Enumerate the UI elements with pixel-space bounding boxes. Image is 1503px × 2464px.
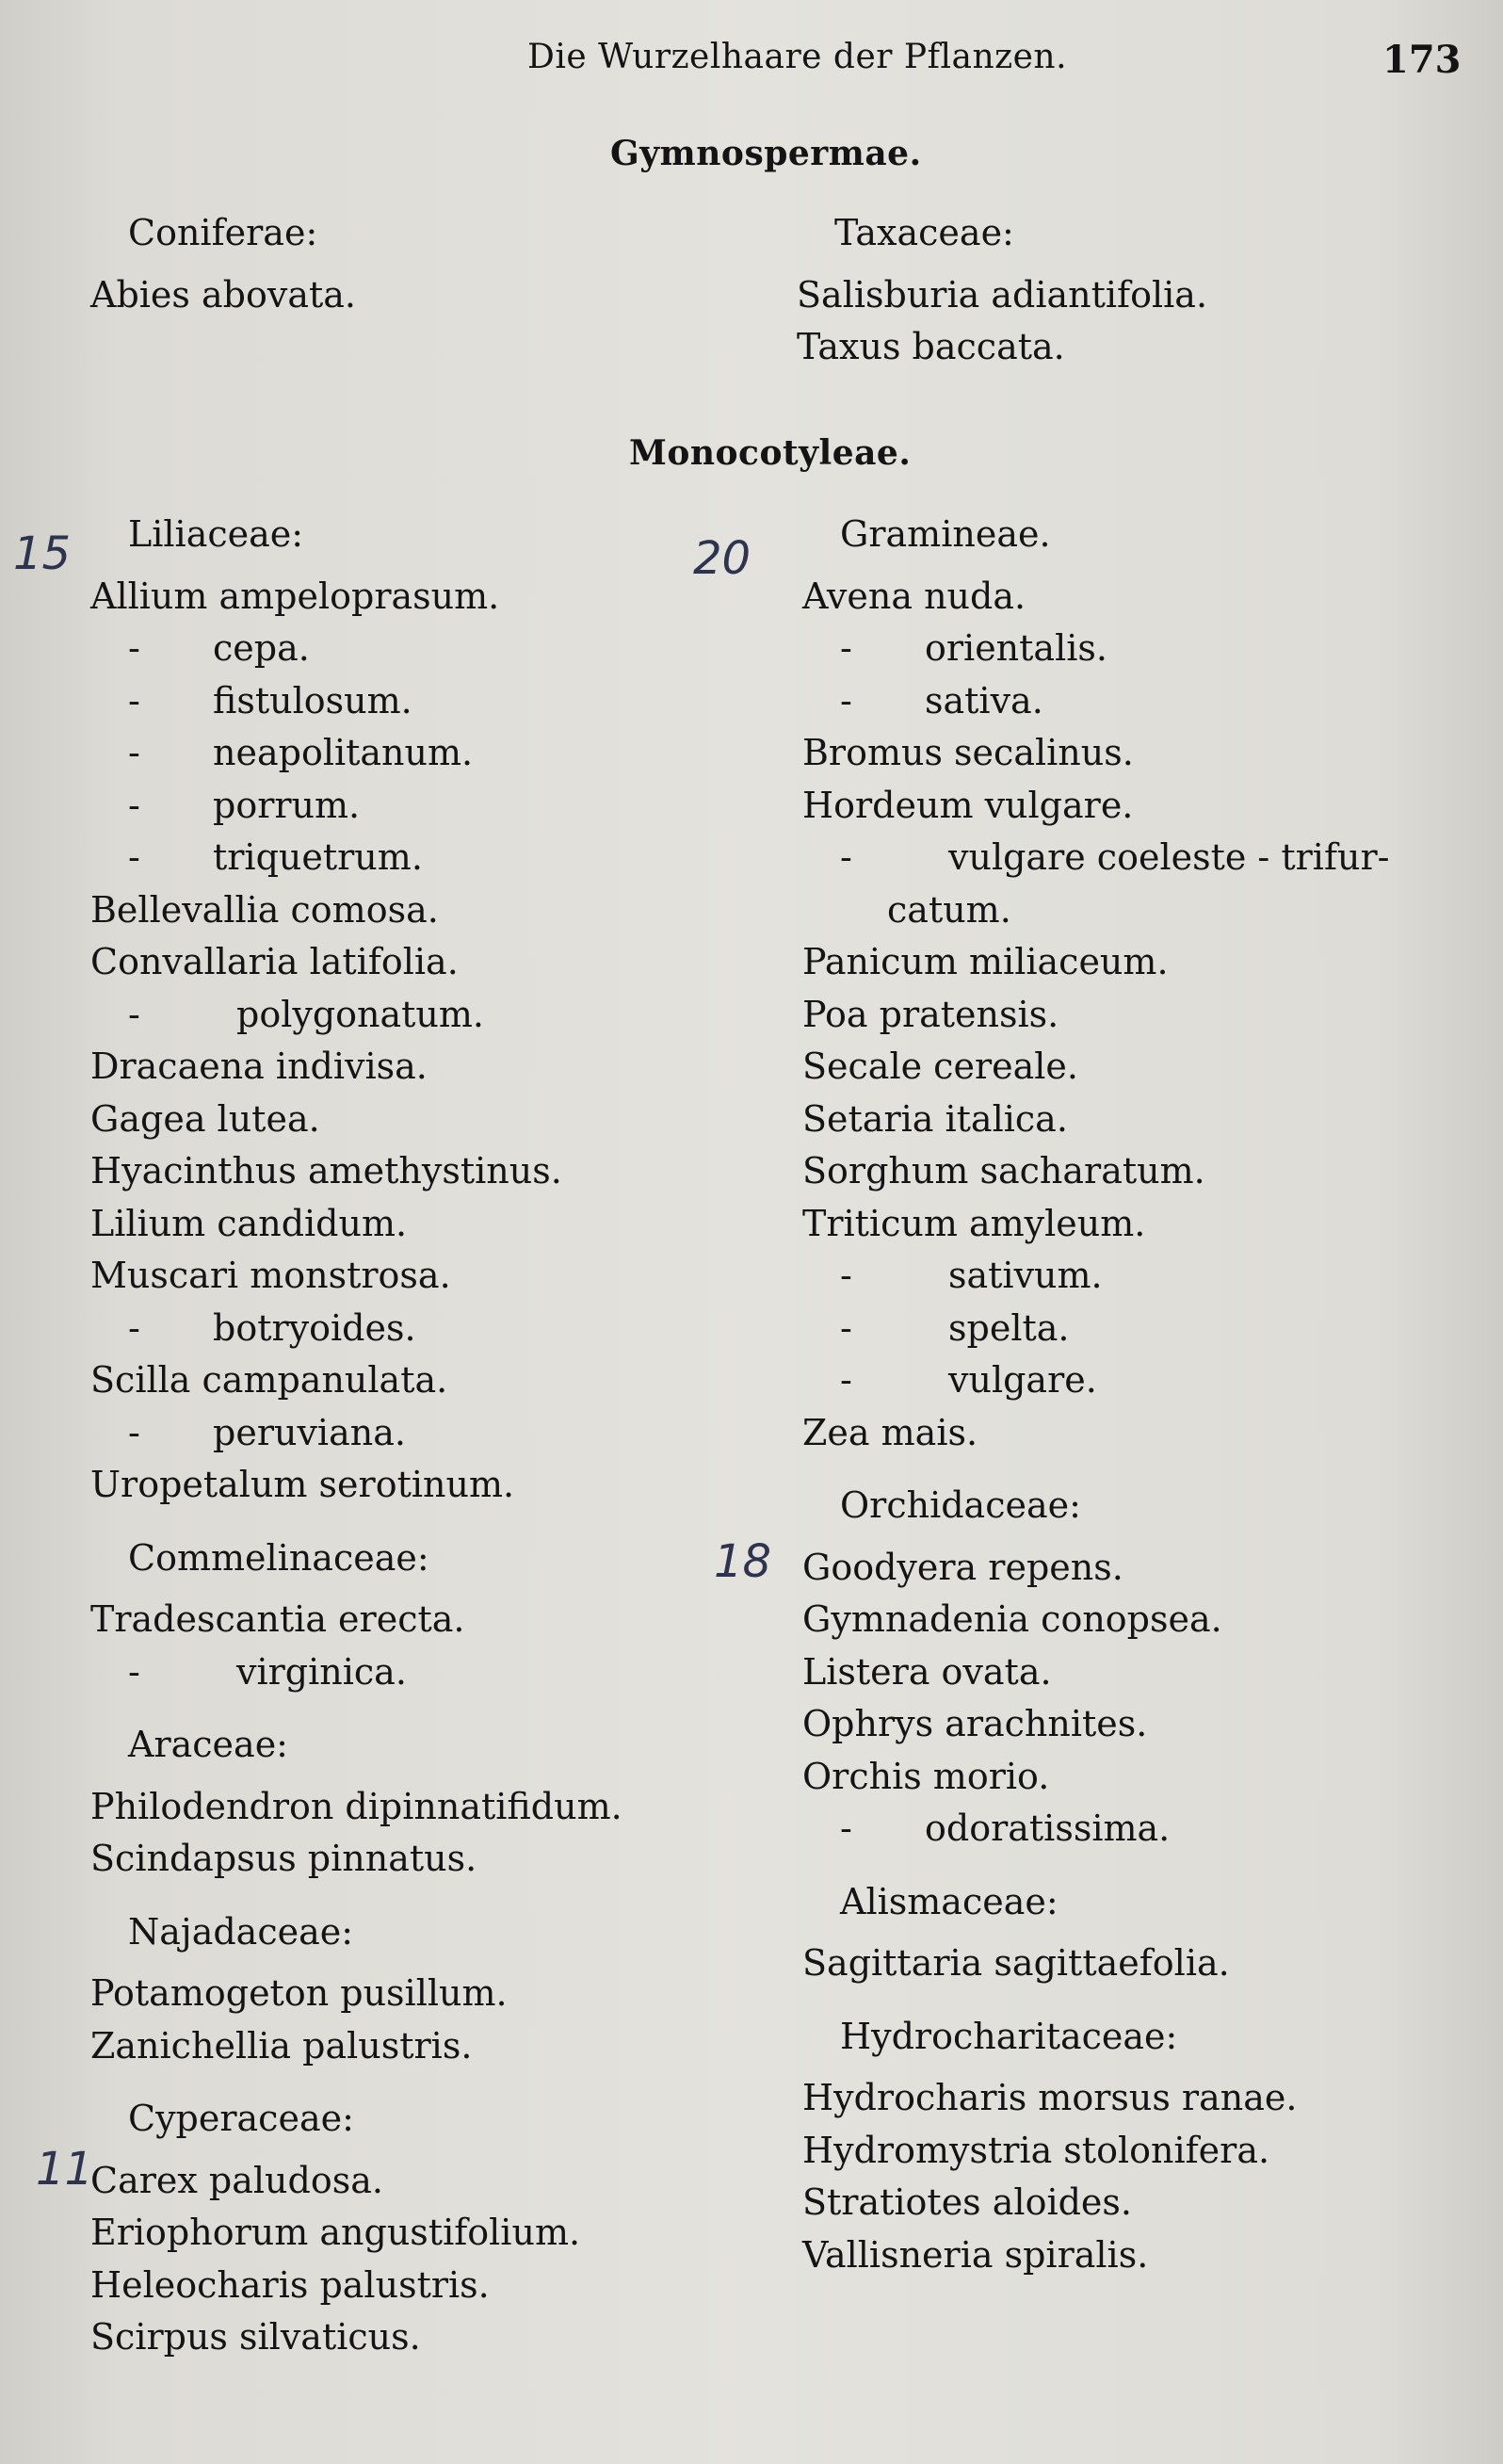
family-heading — [90, 1532, 622, 1585]
subspecies-entry — [90, 780, 622, 833]
heading-spacer — [802, 1532, 1390, 1542]
family-heading — [802, 509, 1390, 561]
species-entry — [90, 1459, 622, 1512]
family-heading — [90, 509, 622, 561]
species-entry — [90, 269, 356, 322]
entry-text: Taxaceae: — [834, 212, 1014, 253]
species-entry — [90, 884, 622, 937]
entry-text: Hydrocharis morsus ranae. — [802, 2077, 1298, 2118]
family-heading — [90, 1719, 622, 1772]
entry-text: Bellevallia comosa. — [90, 888, 439, 931]
ditto-dash: - — [840, 1306, 852, 1349]
entry-text: Dracaena indivisa. — [90, 1046, 428, 1087]
subspecies-entry — [802, 832, 1390, 884]
entry-text: Panicum miliaceum. — [802, 941, 1169, 982]
subspecies-entry — [802, 675, 1390, 728]
species-entry — [802, 1751, 1390, 1804]
margin-note: 11 — [36, 2143, 94, 2196]
species-entry — [90, 1833, 622, 1886]
entry-text: Potamogeton pusillum. — [90, 1972, 508, 2014]
group-spacer — [802, 1990, 1390, 2011]
entry-text: Philodendron dipinnatifidum. — [90, 1785, 622, 1827]
entry-text: Zanichellia palustris. — [90, 2024, 473, 2067]
subspecies-entry — [90, 832, 622, 884]
gymnospermae-right-column — [797, 207, 1207, 374]
entry-text: Goodyera repens. — [802, 1546, 1123, 1588]
entry-text: polygonatum. — [236, 993, 485, 1035]
species-entry — [802, 571, 1390, 624]
page-number: 173 — [1382, 38, 1462, 82]
margin-note: 15 — [13, 527, 72, 580]
entry-text: Scindapsus pinnatus. — [90, 1838, 477, 1879]
section-title-gymnospermae: Gymnospermae. — [610, 134, 922, 173]
ditto-dash: - — [840, 679, 852, 721]
entry-text: Carex paludosa. — [90, 2159, 383, 2201]
entry-text: Salisburia adiantifolia. — [797, 273, 1208, 316]
species-entry — [802, 727, 1390, 780]
ditto-dash: - — [128, 993, 140, 1035]
heading-spacer — [802, 561, 1390, 571]
ditto-dash: - — [128, 627, 140, 669]
family-heading — [797, 207, 1207, 260]
entry-text: Heleocharis palustris. — [90, 2263, 490, 2306]
species-entry — [90, 1354, 622, 1407]
subspecies-entry — [90, 1303, 622, 1355]
heading-spacer — [802, 1928, 1390, 1937]
entry-text: Triticum amyleum. — [802, 1202, 1146, 1244]
entry-text: Ophrys arachnites. — [802, 1703, 1148, 1744]
species-entry — [90, 2260, 622, 2312]
species-entry — [90, 1250, 622, 1303]
species-entry — [802, 1094, 1390, 1146]
species-entry — [802, 2125, 1390, 2178]
ditto-dash: - — [128, 1306, 140, 1349]
entry-text: Gramineae. — [840, 513, 1051, 555]
entry-text: Setaria italica. — [802, 1097, 1068, 1140]
species-entry — [802, 2177, 1390, 2229]
entry-text: Taxus baccata. — [797, 326, 1065, 367]
species-entry — [90, 1198, 622, 1251]
entry-text: Hordeum vulgare. — [802, 784, 1134, 826]
heading-spacer — [90, 1772, 622, 1781]
entry-text: Cyperaceae: — [128, 2098, 354, 2139]
species-entry — [90, 1145, 622, 1198]
subspecies-entry — [90, 989, 622, 1042]
entry-text: Vallisneria spiralis. — [802, 2233, 1149, 2276]
species-entry — [802, 2229, 1390, 2282]
species-entry — [90, 1041, 622, 1094]
ditto-dash: - — [128, 1411, 140, 1453]
species-entry — [802, 2072, 1390, 2125]
entry-text: Coniferae: — [128, 212, 318, 253]
species-entry — [802, 1145, 1390, 1198]
species-entry — [802, 884, 1390, 937]
heading-spacer — [90, 1958, 622, 1968]
group-spacer — [90, 2072, 622, 2093]
species-entry — [802, 1646, 1390, 1699]
species-entry — [90, 571, 622, 624]
species-entry — [90, 2020, 622, 2073]
entry-text: Orchidaceae: — [840, 1484, 1081, 1526]
ditto-dash: - — [128, 1650, 140, 1693]
species-entry — [90, 2155, 622, 2208]
species-entry — [90, 1968, 622, 2020]
margin-note: 20 — [693, 532, 752, 585]
heading-spacer — [797, 260, 1207, 269]
ditto-dash: - — [840, 1807, 852, 1849]
species-entry — [802, 989, 1390, 1042]
family-heading — [802, 2011, 1390, 2064]
entry-text: Najadaceae: — [128, 1910, 354, 1953]
entry-text: Alismaceae: — [840, 1880, 1059, 1922]
family-heading — [90, 1906, 622, 1959]
margin-note: 18 — [714, 1535, 772, 1588]
section-title-monocotyleae: Monocotyleae. — [629, 433, 912, 473]
entry-text: Liliaceae: — [128, 513, 304, 555]
heading-spacer — [90, 1584, 622, 1594]
group-spacer — [90, 1698, 622, 1719]
entry-text: Poa pratensis. — [802, 993, 1059, 1035]
species-entry — [802, 1407, 1390, 1460]
entry-text: Convallaria latifolia. — [90, 941, 459, 982]
entry-text: neapolitanum. — [213, 732, 474, 773]
ditto-dash: - — [840, 627, 852, 669]
heading-spacer — [802, 2063, 1390, 2072]
heading-spacer — [90, 260, 356, 269]
entry-text: Muscari monstrosa. — [90, 1255, 451, 1296]
entry-text: spelta. — [948, 1306, 1070, 1349]
entry-text: orientalis. — [925, 627, 1107, 669]
species-entry — [90, 2311, 622, 2364]
species-entry — [802, 1698, 1390, 1751]
entry-text: triquetrum. — [213, 836, 423, 878]
species-entry — [90, 1094, 622, 1146]
subspecies-entry — [90, 1646, 622, 1699]
entry-text: Abies abovata. — [90, 273, 356, 316]
group-spacer — [802, 1459, 1390, 1480]
subspecies-entry — [802, 1250, 1390, 1303]
species-entry — [802, 1542, 1390, 1595]
entry-text: Araceae: — [128, 1724, 288, 1765]
species-entry — [90, 1781, 622, 1834]
species-entry — [802, 1594, 1390, 1646]
ditto-dash: - — [840, 836, 852, 878]
subspecies-entry — [802, 623, 1390, 675]
entry-text: Lilium candidum. — [90, 1202, 408, 1244]
species-entry — [802, 936, 1390, 989]
species-entry — [802, 1198, 1390, 1251]
entry-text: Scilla campanulata. — [90, 1359, 448, 1401]
entry-text: Bromus secalinus. — [802, 732, 1134, 773]
entry-text: Hydromystria stolonifera. — [802, 2129, 1270, 2171]
entry-text: Sagittaria sagittaefolia. — [802, 1942, 1230, 1984]
entry-text: porrum. — [213, 784, 361, 826]
species-entry — [802, 1041, 1390, 1094]
entry-text: Avena nuda. — [802, 575, 1026, 617]
monocotyleae-right-column — [802, 509, 1390, 2281]
entry-text: peruviana. — [213, 1411, 406, 1453]
species-entry — [802, 780, 1390, 833]
monocotyleae-left-column — [90, 509, 622, 2364]
family-heading — [90, 207, 356, 260]
entry-text: botryoides. — [213, 1306, 416, 1349]
entry-text: vulgare coeleste - trifur- — [948, 836, 1390, 878]
ditto-dash: - — [128, 836, 140, 878]
species-entry — [90, 2207, 622, 2260]
group-spacer — [90, 1512, 622, 1532]
group-spacer — [90, 1886, 622, 1906]
species-entry — [797, 269, 1207, 322]
entry-text: Commelinaceae: — [128, 1536, 429, 1579]
running-header: Die Wurzelhaare der Pflanzen. — [527, 38, 1068, 76]
entry-text: Hyacinthus amethystinus. — [90, 1150, 562, 1191]
subspecies-entry — [90, 623, 622, 675]
entry-text: vulgare. — [948, 1359, 1097, 1401]
entry-text: virginica. — [236, 1650, 407, 1693]
entry-text: Gagea lutea. — [90, 1097, 320, 1140]
subspecies-entry — [802, 1303, 1390, 1355]
entry-text: Stratiotes aloides. — [802, 2181, 1132, 2223]
ditto-dash: - — [840, 1359, 852, 1401]
entry-text: catum. — [887, 888, 1011, 931]
subspecies-entry — [90, 1407, 622, 1460]
entry-text: Uropetalum serotinum. — [90, 1464, 515, 1505]
group-spacer — [802, 1856, 1390, 1876]
subspecies-entry — [802, 1354, 1390, 1407]
species-entry — [797, 321, 1207, 374]
subspecies-entry — [90, 727, 622, 780]
entry-text: Zea mais. — [802, 1411, 978, 1453]
entry-text: Eriophorum angustifolium. — [90, 2212, 581, 2253]
ditto-dash: - — [128, 784, 140, 826]
entry-text: Gymnadenia conopsea. — [802, 1598, 1222, 1640]
ditto-dash: - — [128, 732, 140, 773]
heading-spacer — [90, 561, 622, 571]
entry-text: Sorghum sacharatum. — [802, 1150, 1205, 1191]
ditto-dash: - — [840, 1255, 852, 1296]
heading-spacer — [90, 2146, 622, 2155]
species-entry — [90, 1594, 622, 1646]
entry-text: Secale cereale. — [802, 1046, 1078, 1087]
entry-text: Tradescantia erecta. — [90, 1598, 465, 1640]
family-heading — [90, 2093, 622, 2146]
subspecies-entry — [90, 675, 622, 728]
entry-text: odoratissima. — [925, 1807, 1171, 1849]
entry-text: Orchis morio. — [802, 1755, 1050, 1797]
entry-text: fistulosum. — [213, 679, 412, 721]
entry-text: cepa. — [213, 627, 310, 669]
entry-text: Scirpus silvaticus. — [90, 2316, 421, 2358]
entry-text: sativum. — [948, 1255, 1103, 1296]
ditto-dash: - — [128, 679, 140, 721]
family-heading — [802, 1480, 1390, 1532]
entry-text: Hydrocharitaceae: — [840, 2015, 1178, 2057]
species-entry — [90, 936, 622, 989]
family-heading — [802, 1876, 1390, 1929]
gymnospermae-left-column — [90, 207, 356, 321]
entry-text: sativa. — [925, 679, 1043, 721]
entry-text: Listera ovata. — [802, 1650, 1052, 1693]
species-entry — [802, 1937, 1390, 1990]
entry-text: Allium ampeloprasum. — [90, 575, 500, 617]
subspecies-entry — [802, 1803, 1390, 1856]
